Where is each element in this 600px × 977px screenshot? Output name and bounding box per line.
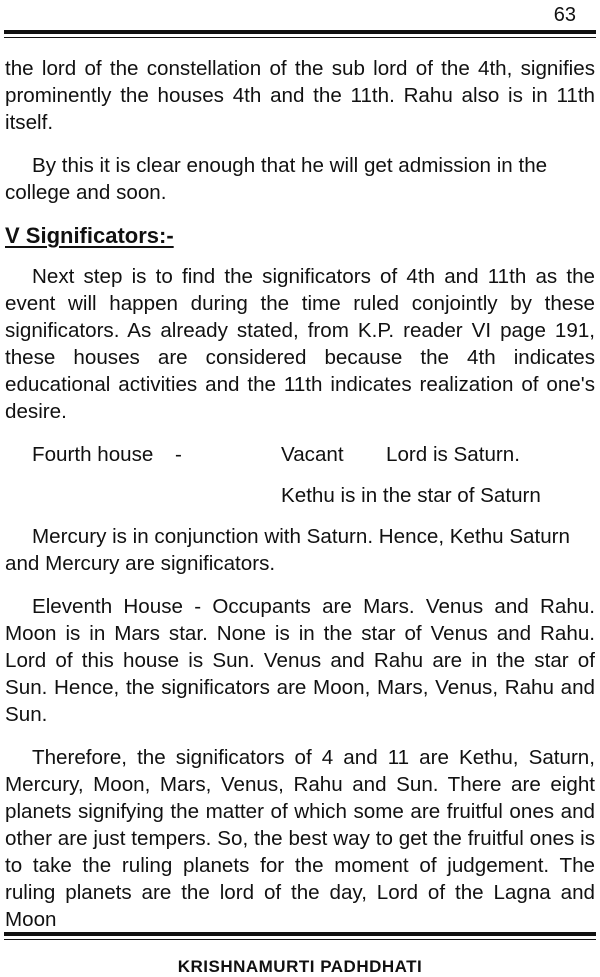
fourth-house-row bbox=[5, 441, 595, 468]
header-rule-thin bbox=[4, 37, 596, 38]
paragraph-mercury: Mercury is in conjunction with Saturn. Hence, Kethu Saturn and Mercury are significators. bbox=[5, 525, 570, 575]
paragraph-continuation: the lord of the constellation of the sub lord of the 4th, signifies prominently the houses 4th and the 11th. Rahu also is in 11th itself. bbox=[5, 57, 595, 134]
paragraph-admission-conclusion: By this it is clear enough that he will get admission in the college and soon. bbox=[5, 154, 548, 204]
fourth-house-dash: - bbox=[175, 443, 182, 466]
fourth-house-status: Vacant bbox=[281, 443, 344, 466]
footer-book-title: KRISHNAMURTI PADHDHATI bbox=[177, 957, 423, 976]
page-number: 63 bbox=[553, 4, 576, 26]
fourth-house-label: Fourth house bbox=[32, 443, 154, 466]
paragraph-next-step: Next step is to find the significators of 4th and 11th as the event will happen during the time ruled conjointly by these significators. As already stated, from K.P. reader VI page 191, these houses are considered because the 4th indicates educational activities and the 11th indicates realization of one's desire. bbox=[5, 265, 595, 423]
footer-rule-thick bbox=[4, 932, 596, 936]
header-rule-thick bbox=[4, 30, 596, 34]
section-heading: V Significators:- bbox=[5, 223, 174, 248]
paragraph-therefore: Therefore, the significators of 4 and 11 are Kethu, Saturn, Mercury, Moon, Mars, Venus, Rahu and Sun. There are eight planets signifying the matter of which some are fruitful ones and other are just tempers. So, the best way to get the fruitful ones is to take the ruling planets for the moment of judgement. The ruling planets are the lord of the day, Lord of the Lagna and Moon bbox=[5, 746, 595, 931]
paragraph-eleventh-house: Eleventh House - Occupants are Mars. Venus and Rahu. Moon is in Mars star. None is in the star of Venus and Rahu. Lord of this house is Sun. Venus and Rahu are in the star of Sun. Hence, the significators are Moon, Mars, Venus, Rahu and Sun. bbox=[5, 595, 595, 726]
page-body bbox=[5, 55, 595, 949]
footer-rule-thin bbox=[4, 939, 596, 940]
fourth-house-lord: Lord is Saturn. bbox=[386, 443, 520, 466]
fourth-house-star-note: Kethu is in the star of Saturn bbox=[281, 484, 541, 507]
fourth-house-star-row bbox=[5, 482, 595, 509]
